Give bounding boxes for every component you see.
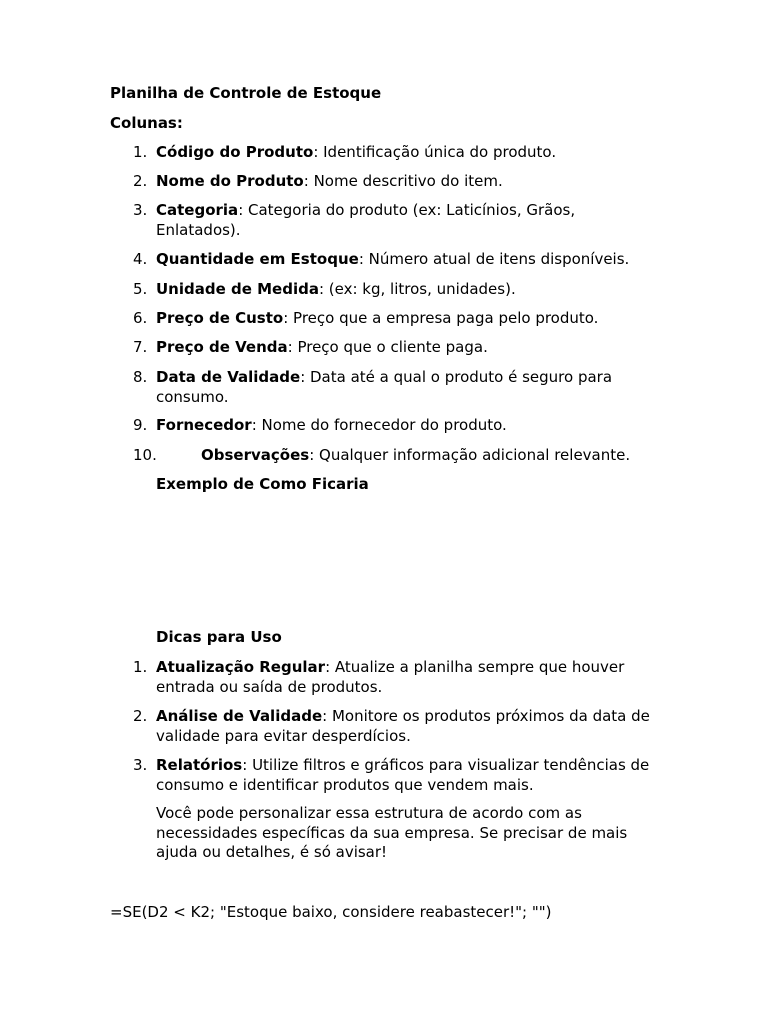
list-item-desc: : Número atual de itens disponíveis. xyxy=(358,250,630,268)
list-item-number: 3. xyxy=(133,756,148,774)
list-item xyxy=(0,756,768,796)
list-item-desc: : Identificação única do produto. xyxy=(313,143,557,161)
list-item-term: Preço de Venda xyxy=(156,338,288,356)
document-title: Planilha de Controle de Estoque xyxy=(110,84,382,102)
list-item xyxy=(0,707,768,747)
list-item-desc: : Categoria do produto (ex: Laticínios, Grãos, Enlatados). xyxy=(156,201,576,239)
list-item xyxy=(0,446,768,466)
list-item-term: Categoria xyxy=(156,201,239,219)
list-item-term: Quantidade em Estoque xyxy=(156,250,359,268)
list-item-number: 9. xyxy=(133,416,148,434)
formula: =SE(D2 < K2; "Estoque baixo, considere reabastecer!"; "") xyxy=(110,903,552,921)
closing-paragraph: Você pode personalizar essa estrutura de acordo com as necessidades específicas da sua empresa. Se precisar de mais ajuda ou detalhes, é só avisar! xyxy=(156,804,628,861)
list-item-desc: : Atualize a planilha sempre que houver entrada ou saída de produtos. xyxy=(156,658,625,696)
list-item-number: 5. xyxy=(133,280,148,298)
list-item-number: 1. xyxy=(133,658,148,676)
list-item xyxy=(0,280,768,300)
list-item-desc: : Preço que a empresa paga pelo produto. xyxy=(283,309,599,327)
list-item-number: 2. xyxy=(133,172,148,190)
list-item-term: Preço de Custo xyxy=(156,309,284,327)
list-item-desc: : Nome descritivo do item. xyxy=(303,172,503,190)
list-item-number: 3. xyxy=(133,201,148,219)
list-item-term: Observações xyxy=(201,446,310,464)
list-item-desc: : Data até a qual o produto é seguro para consumo. xyxy=(156,368,613,406)
list-item-desc: : Monitore os produtos próximos da data de validade para evitar desperdícios. xyxy=(156,707,650,745)
list-item-term: Nome do Produto xyxy=(156,172,304,190)
list-item-desc: : Nome do fornecedor do produto. xyxy=(251,416,507,434)
list-item xyxy=(0,368,768,408)
list-item-term: Atualização Regular xyxy=(156,658,326,676)
list-item-desc: : (ex: kg, litros, unidades). xyxy=(318,280,516,298)
list-item-term: Data de Validade xyxy=(156,368,301,386)
list-item-term: Unidade de Medida xyxy=(156,280,319,298)
list-item xyxy=(0,250,768,270)
list-item-term: Relatórios xyxy=(156,756,243,774)
list-item-desc: : Utilize filtros e gráficos para visualizar tendências de consumo e identificar produtos que vendem mais. xyxy=(156,756,650,794)
list-item-number: 8. xyxy=(133,368,148,386)
list-item-desc: : Preço que o cliente paga. xyxy=(287,338,488,356)
list-item xyxy=(0,143,768,163)
list-item-number: 10. xyxy=(133,446,157,464)
example-heading: Exemplo de Como Ficaria xyxy=(156,475,369,493)
list-item-term: Análise de Validade xyxy=(156,707,323,725)
list-item-number: 6. xyxy=(133,309,148,327)
list-item-number: 4. xyxy=(133,250,148,268)
list-item-number: 1. xyxy=(133,143,148,161)
list-item-term: Código do Produto xyxy=(156,143,314,161)
list-item xyxy=(0,201,768,241)
tips-heading: Dicas para Uso xyxy=(156,628,282,646)
list-item xyxy=(0,309,768,329)
list-item-number: 7. xyxy=(133,338,148,356)
columns-heading: Colunas: xyxy=(110,114,183,132)
list-item xyxy=(0,658,768,698)
list-item xyxy=(0,416,768,436)
list-item-term: Fornecedor xyxy=(156,416,252,434)
list-item xyxy=(0,338,768,358)
list-item xyxy=(0,172,768,192)
list-item-desc: : Qualquer informação adicional relevante. xyxy=(309,446,631,464)
list-item-number: 2. xyxy=(133,707,148,725)
